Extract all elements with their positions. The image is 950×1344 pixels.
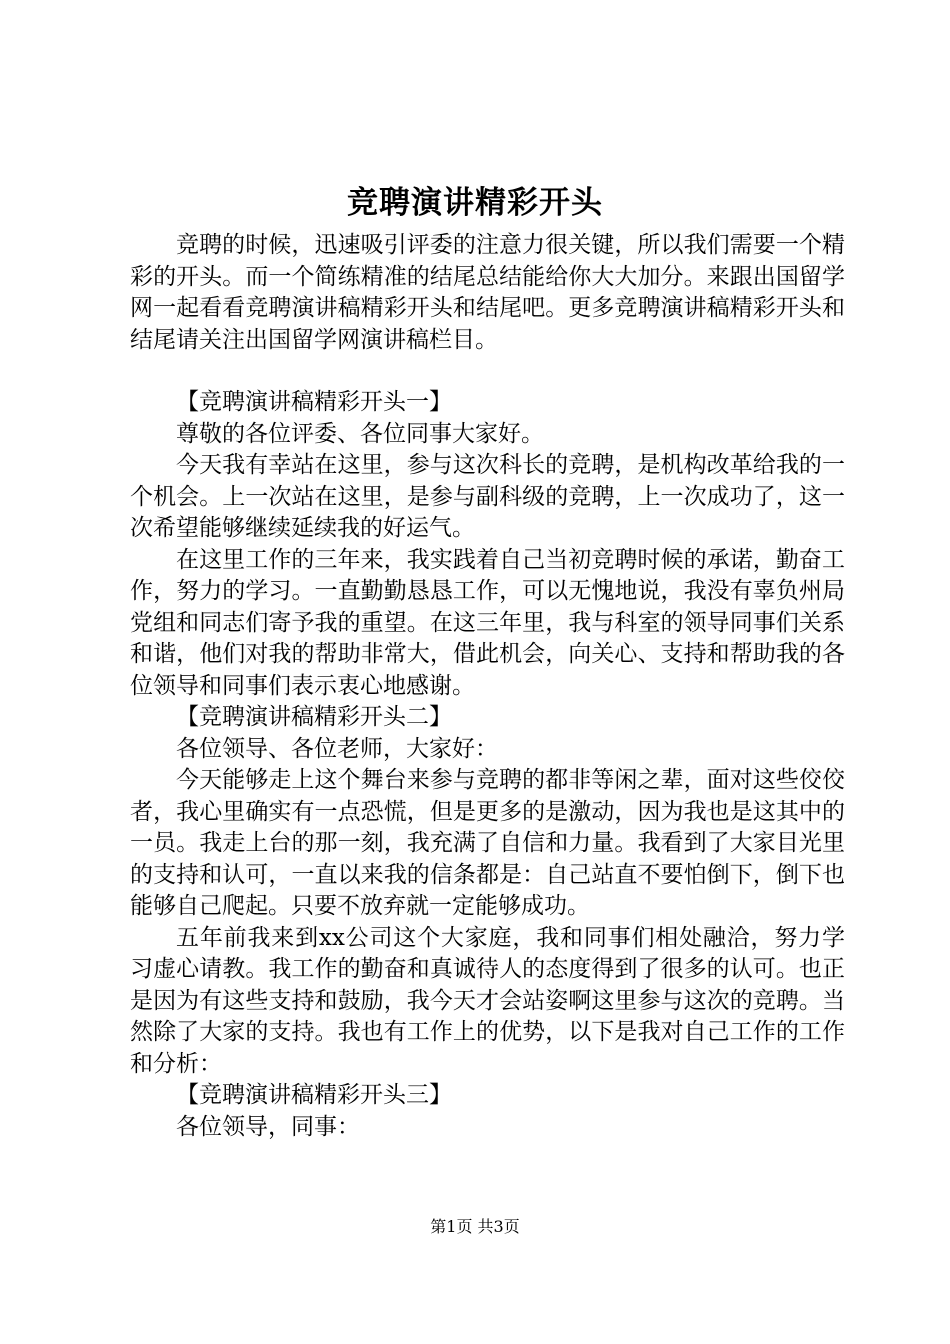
section-heading-1: 【竞聘演讲稿精彩开头一】 xyxy=(176,389,452,415)
page-number-footer: 第1页 共3页 xyxy=(430,1217,520,1236)
intro-paragraph: 竞聘的时候，迅速吸引评委的注意力很关键，所以我们需要一个精彩的开头。而一个简练精准的结尾总结能给你大大加分。来跟出国留学网一起看看竞聘演讲稿精彩开头和结尾吧。更多竞聘演讲稿精彩开头和结尾请关注出国留学网演讲稿栏目。 xyxy=(130,232,845,353)
body-paragraph: 今天我有幸站在这里，参与这次科长的竞聘，是机构改革给我的一个机会。上一次站在这里，是参与副科级的竞聘，上一次成功了，这一次希望能够继续延续我的好运气。 xyxy=(130,452,845,541)
body-paragraph: 在这里工作的三年来，我实践着自己当初竞聘时候的承诺，勤奋工作，努力的学习。一直勤勤恳恳工作，可以无愧地说，我没有辜负州局党组和同志们寄予我的重望。在这三年里，我与科室的领导同事们关系和谐，他们对我的帮助非常大，借此机会，向关心、支持和帮助我的各位领导和同事们表示衷心地感谢。 xyxy=(130,546,845,699)
greeting-paragraph: 尊敬的各位评委、各位同事大家好。 xyxy=(176,420,544,447)
body-paragraph: 今天能够走上这个舞台来参与竞聘的都非等闲之辈，面对这些佼佼者，我心里确实有一点恐慌，但是更多的是激动，因为我也是这其中的一员。我走上台的那一刻，我充满了自信和力量。我看到了大家目光里的支持和认可，一直以来我的信条都是：自己站直不要怕倒下，倒下也能够自己爬起。只要不放弃就一定能够成功。 xyxy=(130,767,845,919)
body-paragraph: 五年前我来到xx公司这个大家庭，我和同事们相处融洽，努力学习虚心请教。我工作的勤奋和真诚待人的态度得到了很多的认可。也正是因为有这些支持和鼓励，我今天才会站姿啊这里参与这次的竞聘。当然除了大家的支持。我也有工作上的优势，以下是我对自己工作的工作和分析： xyxy=(130,924,845,1077)
section-heading-3: 【竞聘演讲稿精彩开头三】 xyxy=(176,1082,452,1108)
greeting-paragraph: 各位领导，同事： xyxy=(176,1113,360,1140)
document-body xyxy=(130,230,845,1143)
section-heading-2: 【竞聘演讲稿精彩开头二】 xyxy=(176,704,452,730)
greeting-paragraph: 各位领导、各位老师，大家好： xyxy=(176,735,498,762)
document-title: 竞聘演讲精彩开头 xyxy=(347,185,603,221)
